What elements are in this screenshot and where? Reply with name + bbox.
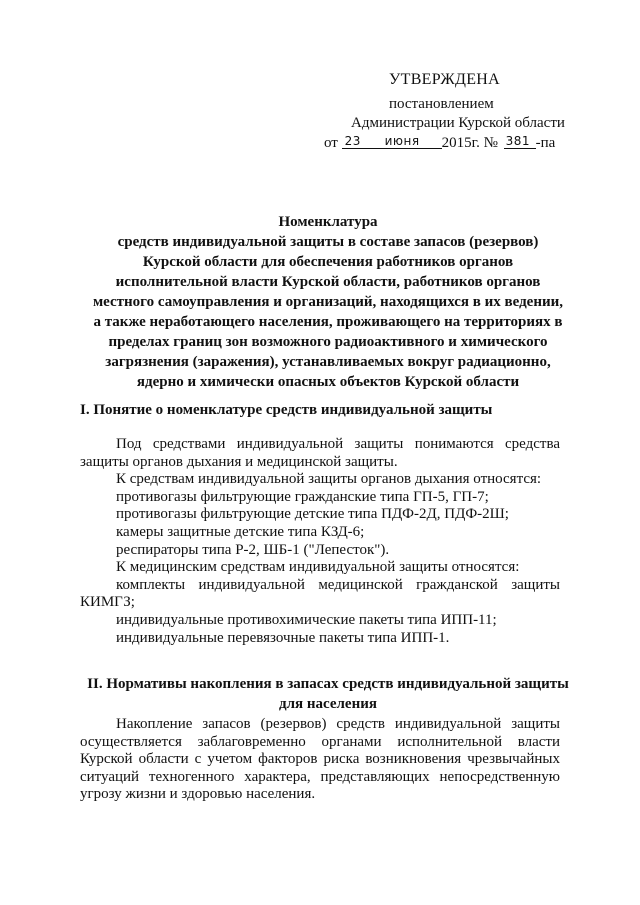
title-line: а также неработающего населения, проживающего на территориях в [93, 314, 563, 330]
paragraph-line: осуществляется заблаговременно органами исполнительной власти [80, 733, 560, 750]
approval-line-administration: Администрации Курской области [351, 115, 565, 131]
section-2-heading [60, 674, 596, 714]
list-item: индивидуальные перевязочные пакеты типа ИПП-1. [116, 629, 450, 646]
paragraph-line: защиты органов дыхания и медицинской защиты. [80, 453, 398, 470]
approval-number-field [504, 132, 536, 149]
list-item: противогазы фильтрующие гражданские типа ГП-5, ГП-7; [116, 488, 489, 505]
approval-line-resolution: постановлением [389, 96, 494, 112]
title-line: средств индивидуальной защиты в составе запасов (резервов) [117, 234, 539, 250]
title-line: Номенклатура [278, 214, 378, 230]
paragraph-line: Под средствами индивидуальной защиты понимаются средства [116, 436, 560, 452]
title-line: пределах границ зон возможного радиоактивного и химического [108, 334, 548, 350]
document-title [60, 212, 596, 392]
list-item: респираторы типа Р-2, ШБ-1 ("Лепесток"). [116, 541, 390, 558]
approval-day: 23 [344, 134, 361, 148]
approval-month: июня [384, 134, 420, 148]
paragraph-line: ситуаций техногенного характера, представляющих непосредственную [80, 768, 560, 785]
paragraph-line: угрозу жизни и здоровью населения. [80, 786, 316, 803]
list-item: комплекты индивидуальной медицинской гражданской защиты [116, 576, 560, 593]
paragraph-line: К средствам индивидуальной защиты органов дыхания относятся: [116, 471, 542, 488]
approval-title: УТВЕРЖДЕНА [389, 71, 501, 88]
list-item-continuation: КИМГЗ; [80, 594, 135, 611]
paragraph-line: К медицинским средствам индивидуальной защиты относятся: [116, 559, 520, 576]
section-1-body [80, 436, 560, 647]
approval-from-prefix: от [324, 135, 338, 151]
section-2-heading-line: II. Нормативы накопления в запасах средств индивидуальной защиты [87, 676, 569, 692]
approval-year-text: 2015г. № [441, 135, 498, 151]
section-1-heading: I. Понятие о номенклатуре средств индивидуальной защиты [80, 402, 493, 418]
list-item: индивидуальные противохимические пакеты типа ИПП-11; [116, 611, 497, 628]
section-2-heading-line: для населения [279, 696, 377, 712]
approval-suffix: -па [535, 135, 556, 151]
title-line: местного самоуправления и организаций, находящихся в их ведении, [92, 294, 564, 310]
section-2-body [80, 716, 560, 804]
paragraph-line: Курской области с учетом факторов риска возникновения чрезвычайных [80, 751, 560, 768]
title-line: загрязнения (заражения), устанавливаемых вокруг радиационно, [105, 354, 551, 370]
title-line: Курской области для обеспечения работников органов [142, 254, 514, 270]
approval-number: 381 [505, 134, 531, 148]
title-line: ядерно и химически опасных объектов Курской области [136, 374, 520, 390]
list-item: камеры защитные детские типа КЗД-6; [116, 523, 365, 540]
paragraph-line: Накопление запасов (резервов) средств индивидуальной защиты [116, 716, 560, 732]
list-item: противогазы фильтрующие детские типа ПДФ-2Д, ПДФ-2Ш; [116, 506, 509, 523]
title-line: исполнительной власти Курской области, работников органов [115, 274, 541, 290]
approval-date-field [342, 132, 442, 149]
approval-date-number-line [324, 132, 555, 153]
